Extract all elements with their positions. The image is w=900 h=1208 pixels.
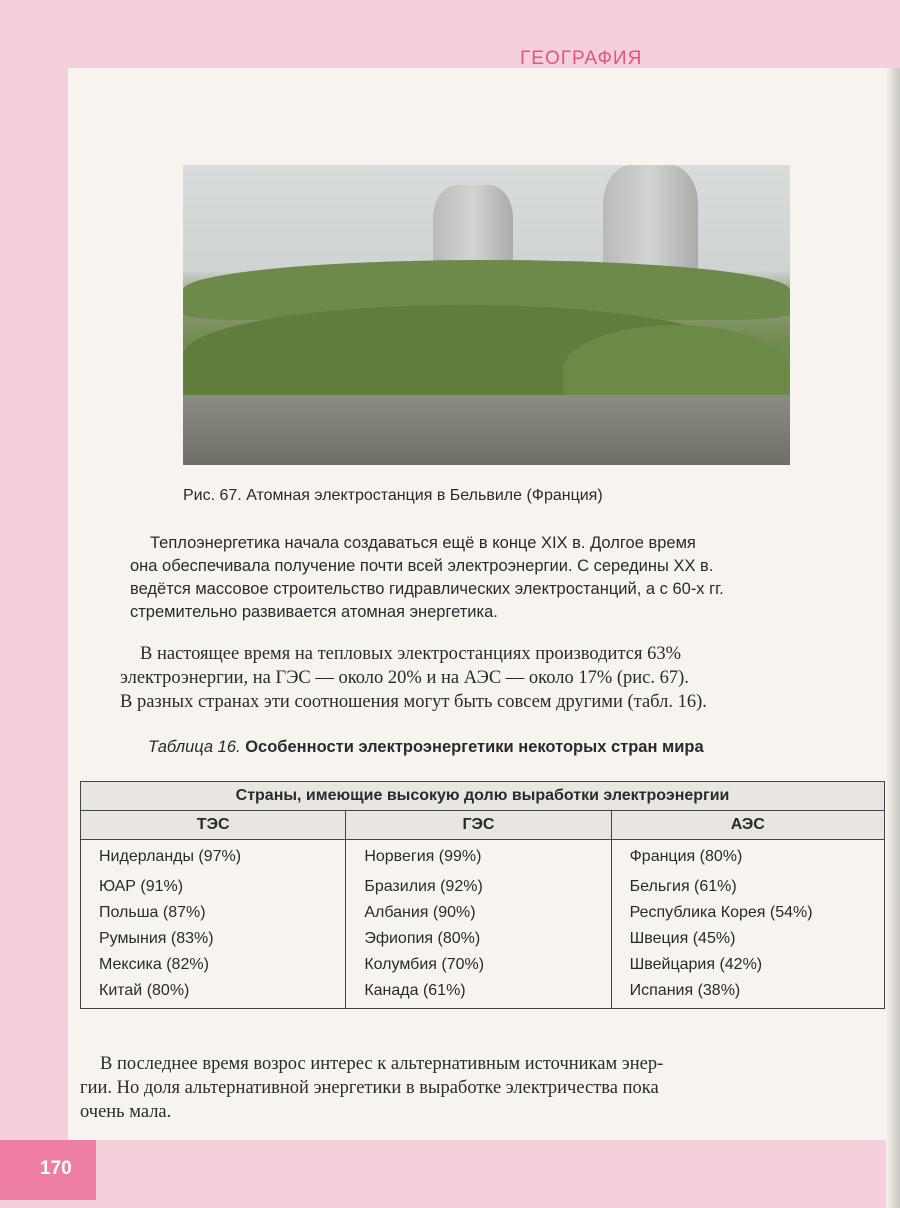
table-cell: ЮАР (91%) xyxy=(81,874,346,900)
energy-table xyxy=(80,781,885,1009)
subject-header: ГЕОГРАФИЯ xyxy=(520,48,643,69)
page-gutter-shadow xyxy=(886,68,900,1208)
column-header: ТЭС xyxy=(81,811,346,840)
page-number-tab xyxy=(0,1140,96,1200)
table-row xyxy=(81,900,885,926)
paragraph-line: В разных странах эти соотношения могут быть совсем другими (табл. 16). xyxy=(120,692,707,712)
paragraph-line: ведётся массовое строительство гидравлических электростанций, а с 60-х гг. xyxy=(130,580,724,598)
paragraph-line: гии. Но доля альтернативной энергетики в выработке электричества пока xyxy=(80,1078,659,1098)
page-number: 170 xyxy=(40,1158,72,1179)
table-cell: Эфиопия (80%) xyxy=(346,926,611,952)
table-cell: Нидерланды (97%) xyxy=(81,840,346,874)
table-cell: Румыния (83%) xyxy=(81,926,346,952)
table-row xyxy=(81,952,885,978)
table-cell: Бразилия (92%) xyxy=(346,874,611,900)
table-cell: Швейцария (42%) xyxy=(611,952,884,978)
paragraph-line: В последнее время возрос интерес к альтернативным источникам энер- xyxy=(100,1054,664,1074)
paragraph-line: Теплоэнергетика начала создаваться ещё в конце XIX в. Долгое время xyxy=(150,534,696,552)
nuclear-plant-photo xyxy=(183,165,790,465)
figure-caption: Рис. 67. Атомная электростанция в Бельвиле (Франция) xyxy=(183,487,603,504)
paragraph-line: очень мала. xyxy=(80,1102,172,1122)
table-label: Таблица 16. xyxy=(148,738,241,756)
paragraph-line: стремительно развивается атомная энергетика. xyxy=(130,603,498,621)
table-cell: Колумбия (70%) xyxy=(346,952,611,978)
table-title: Особенности электроэнергетики некоторых стран мира xyxy=(245,738,704,756)
table-row xyxy=(81,874,885,900)
table-cell: Мексика (82%) xyxy=(81,952,346,978)
table-row xyxy=(81,978,885,1009)
river xyxy=(183,395,790,465)
table-cell: Швеция (45%) xyxy=(611,926,884,952)
table-row xyxy=(81,926,885,952)
table-cell: Франция (80%) xyxy=(611,840,884,874)
table-cell: Канада (61%) xyxy=(346,978,611,1009)
paragraph-line: электроэнергии, на ГЭС — около 20% и на АЭС — около 17% (рис. 67). xyxy=(120,668,689,688)
table-cell: Албания (90%) xyxy=(346,900,611,926)
paragraph-line: В настоящее время на тепловых электростанциях производится 63% xyxy=(140,644,682,664)
table-cell: Норвегия (99%) xyxy=(346,840,611,874)
table-cell: Китай (80%) xyxy=(81,978,346,1009)
column-header: ГЭС xyxy=(346,811,611,840)
table-cell: Испания (38%) xyxy=(611,978,884,1009)
table-cell: Республика Корея (54%) xyxy=(611,900,884,926)
column-header: АЭС xyxy=(611,811,884,840)
table-cell: Польша (87%) xyxy=(81,900,346,926)
table-cell: Бельгия (61%) xyxy=(611,874,884,900)
table-caption xyxy=(148,738,704,757)
paragraph-line: она обеспечивала получение почти всей электроэнергии. С середины XX в. xyxy=(130,557,714,575)
table-row xyxy=(81,840,885,874)
table-group-header: Страны, имеющие высокую долю выработки электроэнергии xyxy=(81,782,885,811)
